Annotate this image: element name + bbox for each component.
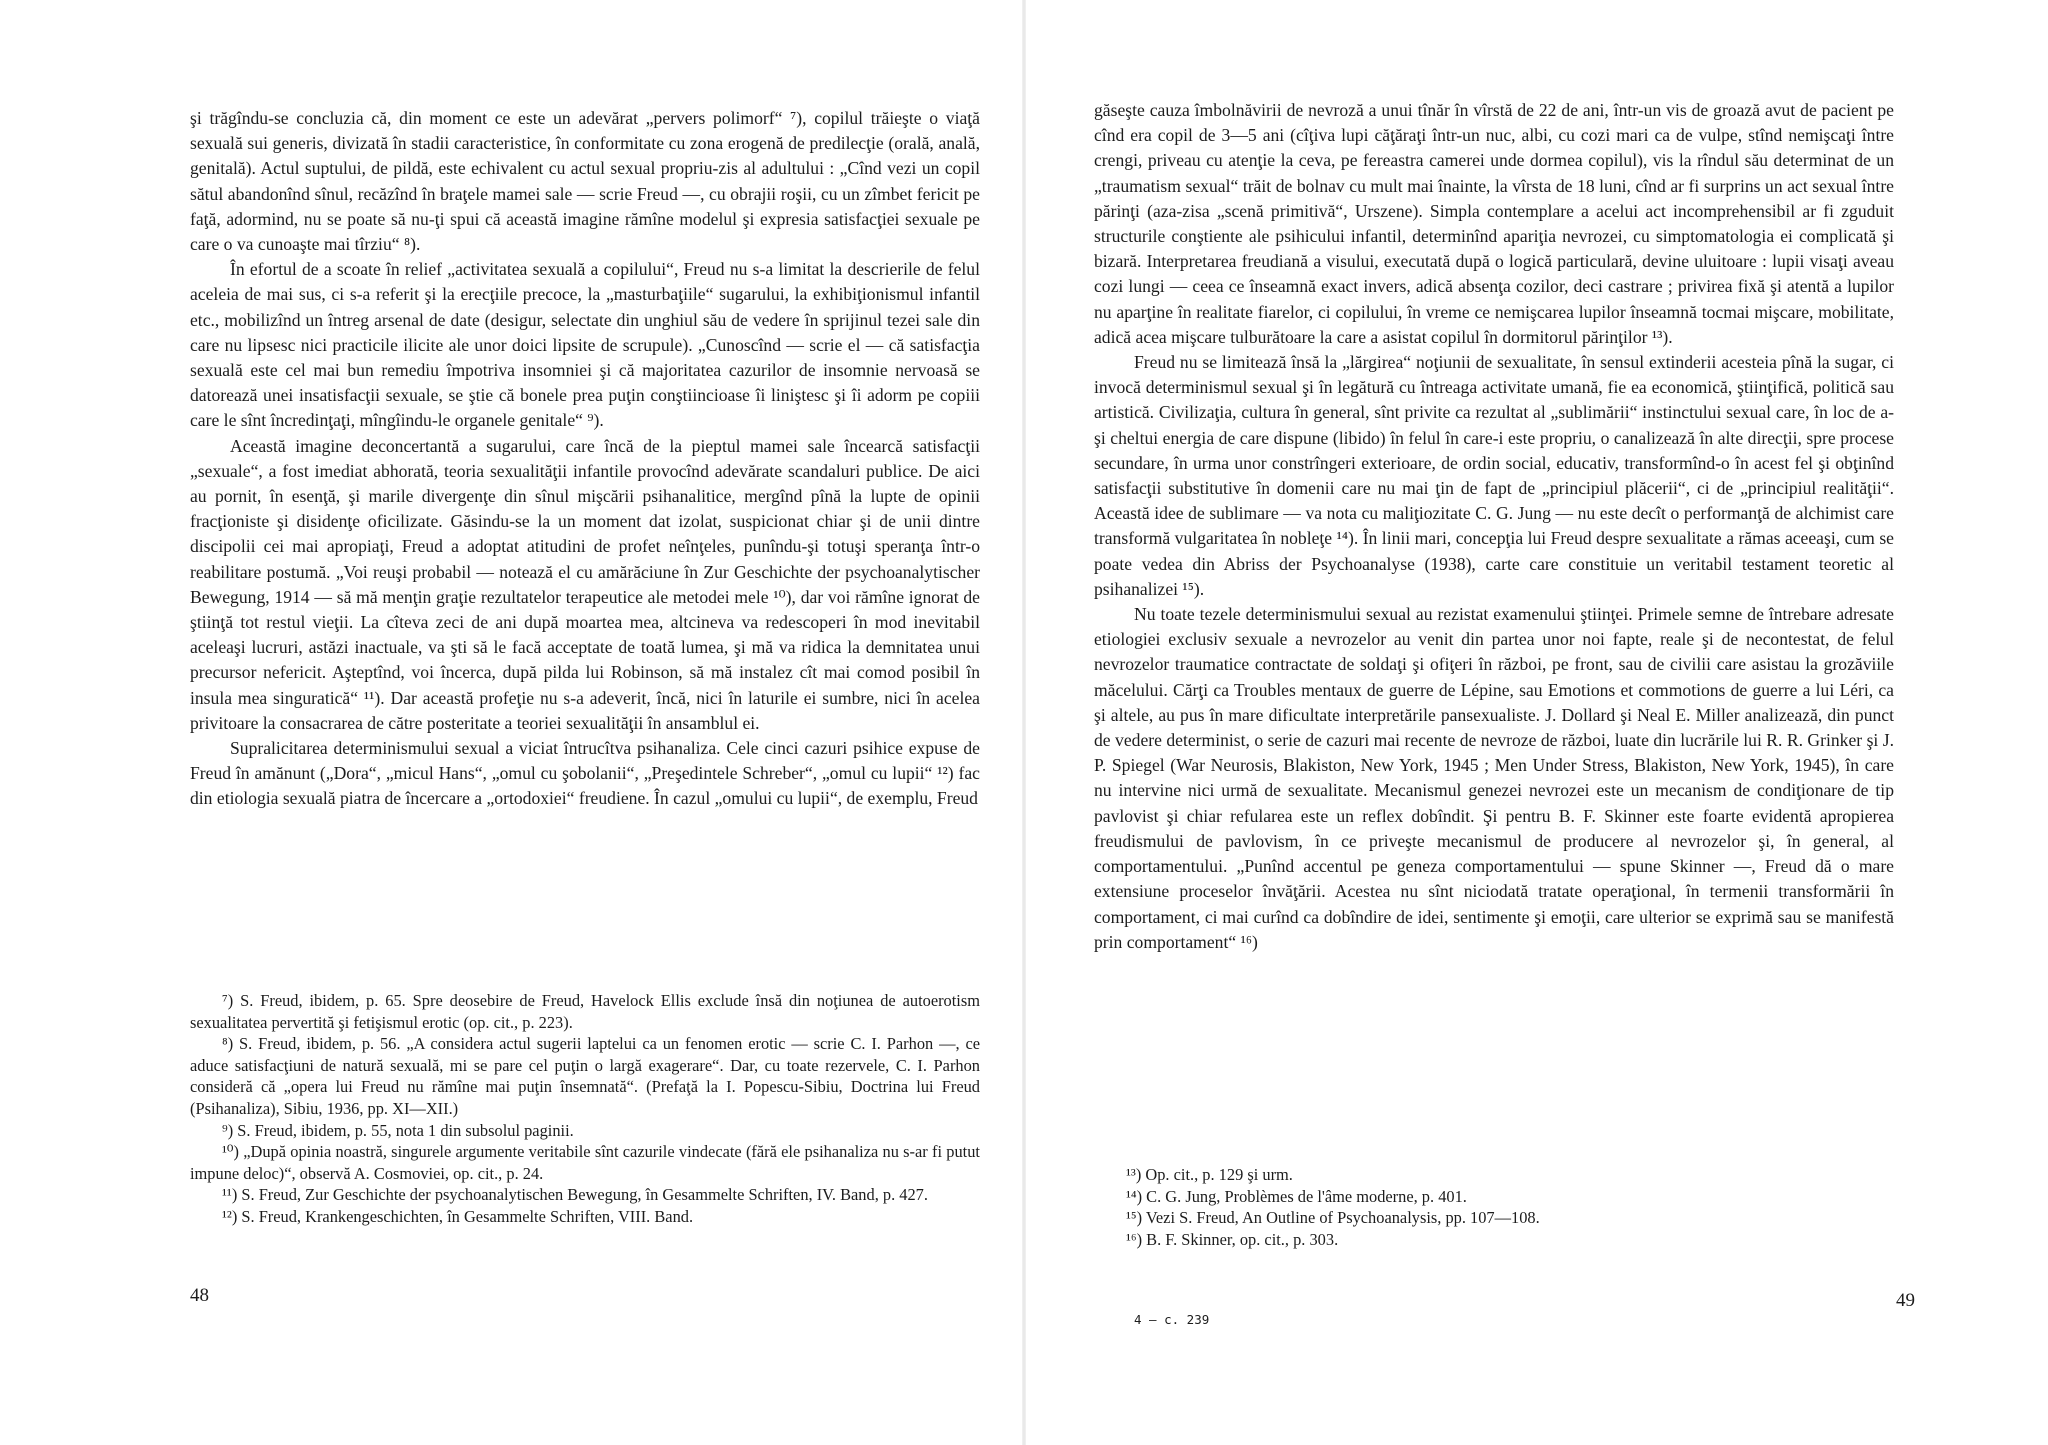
right-paragraph-2: Freud nu se limitează însă la „lărgirea“ noţiunii de sexualitate, în sensul extinderii acesteia pînă la sugar, ci invocă determinismul sexual şi în legătură cu întreaga activitate umană, fie ea economică, ştiinţifică, politică sau artistică. Civilizaţia, cultura în general, sînt privite ca rezultat al „sublimării“ instinctului sexual care, în loc de a-şi cheltui energia de care dispune (libido) în felul în care-i este propriu, o canalizează în alte direcţii, spre procese secundare, în urma unor constrîngeri exterioare, de ordin social, educativ, transformînd-o în acest fel şi obţinînd satisfacţii substitutive în domenii care nu mai ţin de fapt de „principiul plăcerii“, ci de „principiul realităţii“. Această idee de sublimare — va nota cu maliţiozitate C. G. Jung — nu este decît o performanţă de alchimist care transformă vulgaritatea în nobleţe ¹⁴). În linii mari, concepţia lui Freud despre sexualitate a rămas aceeaşi, cum se poate vedea din Abriss der Psychoanalyse (1938), carte care constituie un veritabil testament teoretic al psihanalizei ¹⁵). bbox=[1094, 352, 1894, 599]
printer-signature: 4 — c. 239 bbox=[1134, 1312, 1210, 1327]
left-footnotes bbox=[190, 990, 980, 1228]
left-paragraph-4: Supralicitarea determinismului sexual a viciat întrucîtva psihanaliza. Cele cinci cazuri psihice expuse de Freud în amănunt („Dora“, „micul Hans“, „omul cu şobolanii“, „Preşedintele Schreber“, „omul cu lupii“ ¹²) fac din etiologia sexuală piatra de încercare a „ortodoxiei“ freudiene. În cazul „omului cu lupii“, de exemplu, Freud bbox=[190, 738, 980, 809]
left-body-text bbox=[190, 106, 980, 812]
footnote-15: ¹⁵) Vezi S. Freud, An Outline of Psychoanalysis, pp. 107—108. bbox=[1126, 1208, 1540, 1228]
footnote-14: ¹⁴) C. G. Jung, Problèmes de l'âme moderne, p. 401. bbox=[1126, 1186, 1467, 1206]
right-body-text bbox=[1094, 98, 1894, 955]
footnote-8: ⁸) S. Freud, ibidem, p. 56. „A considera actul sugerii laptelui ca un fenomen erotic — scrie C. I. Parhon —, ce aduce satisfacţiuni de natură sexuală, mi se pare cel puţin o largă exagerare“. Dar, cu toate rezervele, C. I. Parhon consideră că „opera lui Freud nu rămîne mai puţin însemnată“. (Prefaţă la I. Popescu-Sibiu, Doctrina lui Freud (Psihanaliza), Sibiu, 1936, pp. XI—XII.) bbox=[190, 1034, 980, 1118]
right-page bbox=[1024, 0, 2048, 1445]
page-number-right: 49 bbox=[1896, 1290, 1915, 1311]
right-footnotes bbox=[1094, 1164, 1894, 1250]
page-number-left: 48 bbox=[190, 1285, 209, 1306]
left-paragraph-2: În efortul de a scoate în relief „activitatea sexuală a copilului“, Freud nu s-a limitat la descrierile de felul aceleia de mai sus, ci s-a referit şi la erecţiile precoce, la „masturbaţiile“ sugarului, la exhibiţionismul infantil etc., mobilizînd un întreg arsenal de date (desigur, selectate din unghiul său de vedere în sprijinul tezei sale din care nu lipsesc nici practicile ilicite ale unor doici lipsite de scrupule). „Cunoscînd — scrie el — că satisfacţia sexuală este cel mai bun remediu împotriva insomniei şi că majoritatea cazurilor de insomnie nervoasă se datorează unei insatisfacţii sexuale, se ştie că bonele prea puţin conştiincioase îi liniştesc şi îi adorm pe copiii care le sînt încredinţaţi, mîngîindu-le organele genitale“ ⁹). bbox=[190, 259, 980, 431]
footnote-7: ⁷) S. Freud, ibidem, p. 65. Spre deosebire de Freud, Havelock Ellis exclude însă din noţiunea de autoerotism sexualitatea pervertită şi fetişismul erotic (op. cit., p. 223). bbox=[190, 991, 980, 1032]
footnote-16: ¹⁶) B. F. Skinner, op. cit., p. 303. bbox=[1126, 1229, 1339, 1249]
left-paragraph-1: şi trăgîndu-se concluzia că, din moment ce este un adevărat „pervers polimorf“ ⁷), copilul trăieşte o viaţă sexuală sui generis, divizată în stadii caracteristice, în conformitate cu zona erogenă de predilecţie (orală, anală, genitală). Actul suptului, de pildă, este echivalent cu actul sexual propriu-zis al adultului : „Cînd vezi un copil sătul abandonînd sînul, recăzînd în braţele mamei sale — scrie Freud —, cu obrajii roşii, cu un zîmbet fericit pe faţă, adormind, nu se poate să nu-ţi spui că această imagine rămîne modelul şi expresia satisfacţiei sexuale pe care o va cunoaşte mai tîrziu“ ⁸). bbox=[190, 108, 980, 255]
footnote-9: ⁹) S. Freud, ibidem, p. 55, nota 1 din subsolul paginii. bbox=[222, 1120, 574, 1140]
footnote-12: ¹²) S. Freud, Krankengeschichten, în Gesammelte Schriften, VIII. Band. bbox=[222, 1206, 694, 1226]
left-paragraph-3: Această imagine deconcertantă a sugarului, care încă de la pieptul mamei sale încearcă satisfacţii „sexuale“, a fost imediat abhorată, teoria sexualităţii infantile provocînd adevărate scandaluri publice. De aici au pornit, în esenţă, şi marile divergenţe din sînul mişcării psihanalitice, mergînd pînă la lupte de opinii fracţioniste şi disidenţe oficilizate. Găsindu-se la un moment dat izolat, suspicionat chiar şi de unii dintre discipolii cei mai apropiaţi, Freud a adoptat atitudini de profet neînţeles, punîndu-şi totuşi speranţa într-o reabilitare postumă. „Voi reuşi probabil — notează el cu amărăciune în Zur Geschichte der psychoanalytischer Bewegung, 1914 — să mă menţin graţie rezultatelor terapeutice ale metodei mele ¹⁰), dar voi rămîne ignorat de ştiinţă tot restul vieţii. La cîteva zeci de ani după moartea mea, altcineva va redescoperi în mod inevitabil aceleaşi lucruri, astăzi inactuale, va şti să le facă acceptate de toată lumea, şi mă va ridica la demnitatea unui precursor nefericit. Aşteptînd, voi încerca, după pilda lui Robinson, să mă instalez cît mai comod posibil în insula mea singuratică“ ¹¹). Dar această profeţie nu s-a adeverit, încă, nici în laturile ei sumbre, nici în acelea privitoare la consacrarea de către posteritate a teoriei sexualităţii în ansamblul ei. bbox=[190, 435, 980, 733]
footnote-13: ¹³) Op. cit., p. 129 şi urm. bbox=[1126, 1165, 1293, 1184]
right-paragraph-3: Nu toate tezele determinismului sexual au rezistat examenului ştiinţei. Primele semne de întrebare adresate etiologiei exclusiv sexuale a nevrozelor au venit din partea unor noi fapte, reale şi de necontestat, de felul nevrozelor traumatice contractate de soldaţi şi ofiţeri în război, pe front, sau de civilii care asistau la grozăviile măcelului. Cărţi ca Troubles mentaux de guerre de Lépine, sau Emotions et commotions de guerre a lui Léri, ca şi altele, au pus în mare dificultate interpretările pansexualiste. J. Dollard şi Neal E. Miller analizează, din punct de vedere determinist, o serie de cazuri mai recente de nevroze de război, luate din lucrările lui R. R. Grinker şi J. P. Spiegel (War Neurosis, Blakiston, New York, 1945 ; Men Under Stress, Blakiston, New York, 1945), în care nu intervine nici urmă de sexualitate. Mecanismul genezei nevrozei este un mecanism de condiţionare de tip pavlovist şi chiar refularea este un reflex dobîndit. Şi pentru B. F. Skinner este foarte evidentă apropierea freudismului de pavlovism, în ce priveşte mecanismul de producere al nevrozelor şi, în general, al comportamentului. „Punînd accentul pe geneza comportamentului — spune Skinner —, Freud dă o mare extensiune proceselor învăţării. Acestea nu sînt niciodată tratate operaţional, în termenii transformării în comportament, ci mai curînd ca dobîndire de idei, sentimente şi emoţii, care ulterior se exprimă sau se manifestă prin comportament“ ¹⁶) bbox=[1094, 604, 1894, 952]
footnote-11: ¹¹) S. Freud, Zur Geschichte der psychoanalytischen Bewegung, în Gesammelte Schriften, IV. Band, p. 427. bbox=[222, 1185, 928, 1205]
footnote-10: ¹⁰) „După opinia noastră, singurele argumente veritabile sînt cazurile vindecate (fără ele psihanaliza nu s-ar fi putut impune deloc)“, observă A. Cosmoviei, op. cit., p. 24. bbox=[190, 1142, 980, 1183]
right-paragraph-1: găseşte cauza îmbolnăvirii de nevroză a unui tînăr în vîrstă de 22 de ani, într-un vis de groază avut de pacient pe cînd era copil de 3—5 ani (cîţiva lupi căţăraţi într-un nuc, albi, cu cozi mari ca de vulpe, stînd nemişcaţi între crengi, priveau cu atenţie la ceva, pe fereastra camerei unde dormea copilul), vis la rîndul său determinat de un „traumatism sexual“ trăit de bolnav cu mult mai înainte, la vîrsta de 18 luni, cînd ar fi surprins un act sexual între părinţi (aza-zisa „scenă primitivă“, Urszene). Simpla contemplare a acelui act incomprehensibil ar fi zguduit structurile conştiente ale psihicului infantil, determinînd apariţia nevrozei, cu simptomatologia ei complicată şi bizară. Interpretarea freudiană a visului, executată după o logică particulară, devine uluitoare : lupii visaţi aveau cozi lungi — ceea ce înseamnă exact invers, adică absenţa cozilor, deci castrare ; privirea fixă şi atentă a lupilor nu aparţine în realitate fiarelor, ci copilului, în vreme ce nemişcarea lupilor înseamnă tocmai mişcare, mobilitate, adică acea mişcare tulburătoare la care a asistat copilul în dormitorul părinţilor ¹³). bbox=[1094, 100, 1894, 347]
